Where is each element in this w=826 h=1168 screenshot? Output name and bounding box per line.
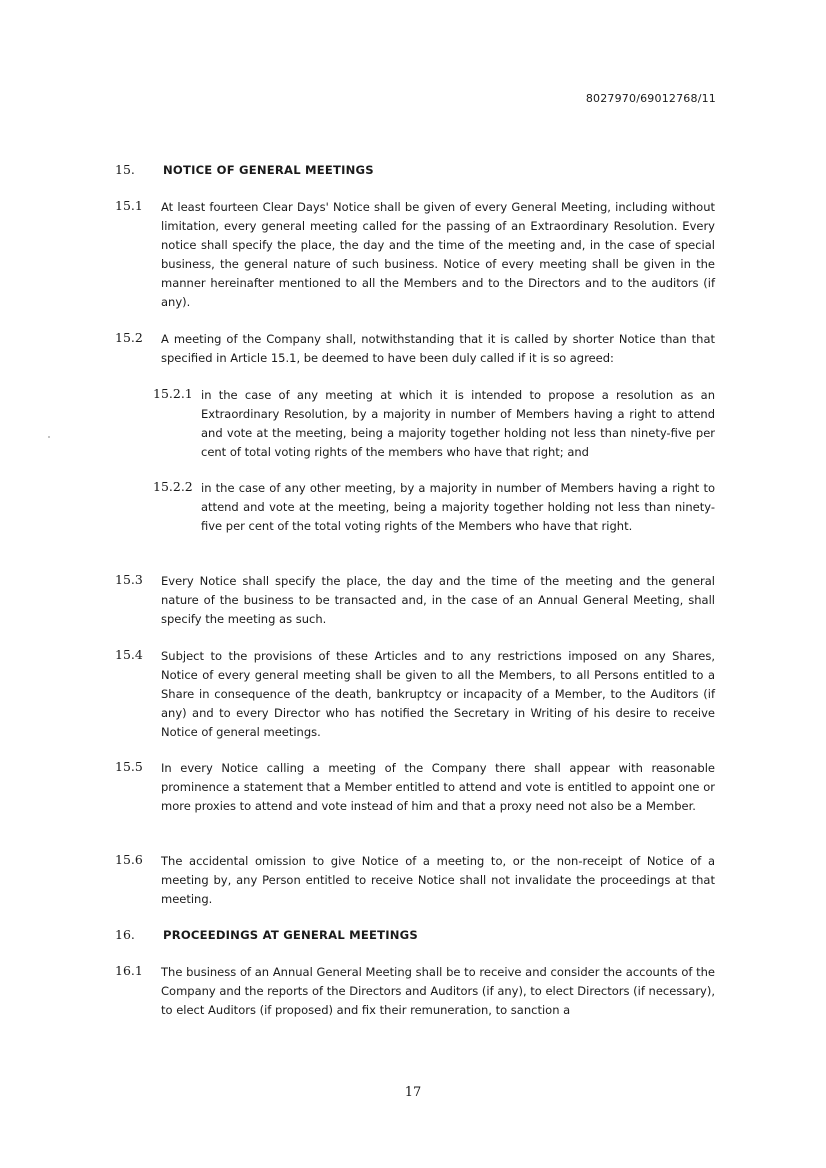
scan-speck — [48, 436, 50, 438]
clause-number: 15.1 — [115, 198, 143, 213]
clause-number: 16.1 — [115, 963, 143, 978]
clause-number: 15.5 — [115, 759, 143, 774]
clause-text: Subject to the provisions of these Articles and to any restrictions imposed on any Shares, Notice of every general meeting shall be given to all the Members, to all Persons entitled to a Share in consequence of the death, bankruptcy or incapacity of a Member, to the Auditors (if any) and to every Director who has notified the Secretary in Writing of his desire to receive Notice of general meetings. — [161, 649, 715, 739]
clause-text: The accidental omission to give Notice of a meeting to, or the non-receipt of Notice of a meeting by, any Person entitled to receive Notice shall not invalidate the proceedings at that meeting. — [161, 854, 715, 906]
document-reference: 8027970/69012768/11 — [585, 92, 716, 105]
section-number: 15. — [115, 162, 135, 177]
clause-text: The business of an Annual General Meeting shall be to receive and consider the accounts of the Company and the reports of the Directors and Auditors (if any), to elect Directors (if necessary), to elect Auditors (if proposed) and fix their remuneration, to sanction a — [161, 965, 715, 1017]
clause-text: in the case of any other meeting, by a majority in number of Members having a right to attend and vote at the meeting, being a majority together holding not less than ninety-five per cent of the total voting rights of the Members who have that right. — [201, 481, 715, 533]
clause-number: 15.2.1 — [153, 386, 193, 401]
page-number: 17 — [404, 1085, 422, 1100]
section-number: 16. — [115, 927, 135, 942]
clause-number: 15.6 — [115, 852, 143, 867]
clause-text: A meeting of the Company shall, notwithstanding that it is called by shorter Notice than that specified in Article 15.1, be deemed to have been duly called if it is so agreed: — [161, 332, 715, 365]
clause-text: In every Notice calling a meeting of the Company there shall appear with reasonable prominence a statement that a Member entitled to attend and vote is entitled to appoint one or more proxies to attend and vote instead of him and that a proxy need not also be a Member. — [161, 761, 715, 813]
clause-number: 15.2 — [115, 330, 143, 345]
clause-text: Every Notice shall specify the place, the day and the time of the meeting and the general nature of the business to be transacted and, in the case of an Annual General Meeting, shall specify the meeting as such. — [161, 574, 715, 626]
section-title: PROCEEDINGS AT GENERAL MEETINGS — [163, 928, 418, 942]
section-title: NOTICE OF GENERAL MEETINGS — [163, 163, 374, 177]
clause-text: in the case of any meeting at which it is intended to propose a resolution as an Extraordinary Resolution, by a majority in number of Members having a right to attend and vote at the meeting, being a majority together holding not less than ninety-five per cent of total voting rights of the members who have that right; and — [201, 388, 715, 459]
clause-number: 15.2.2 — [153, 479, 193, 494]
clause-number: 15.3 — [115, 572, 143, 587]
clause-text: At least fourteen Clear Days' Notice shall be given of every General Meeting, including without limitation, every general meeting called for the passing of an Extraordinary Resolution. Every notice shall specify the place, the day and the time of the meeting and, in the case of special business, the general nature of such business. Notice of every meeting shall be given in the manner hereinafter mentioned to all the Members and to the Directors and to the auditors (if any). — [161, 200, 715, 309]
clause-number: 15.4 — [115, 647, 143, 662]
